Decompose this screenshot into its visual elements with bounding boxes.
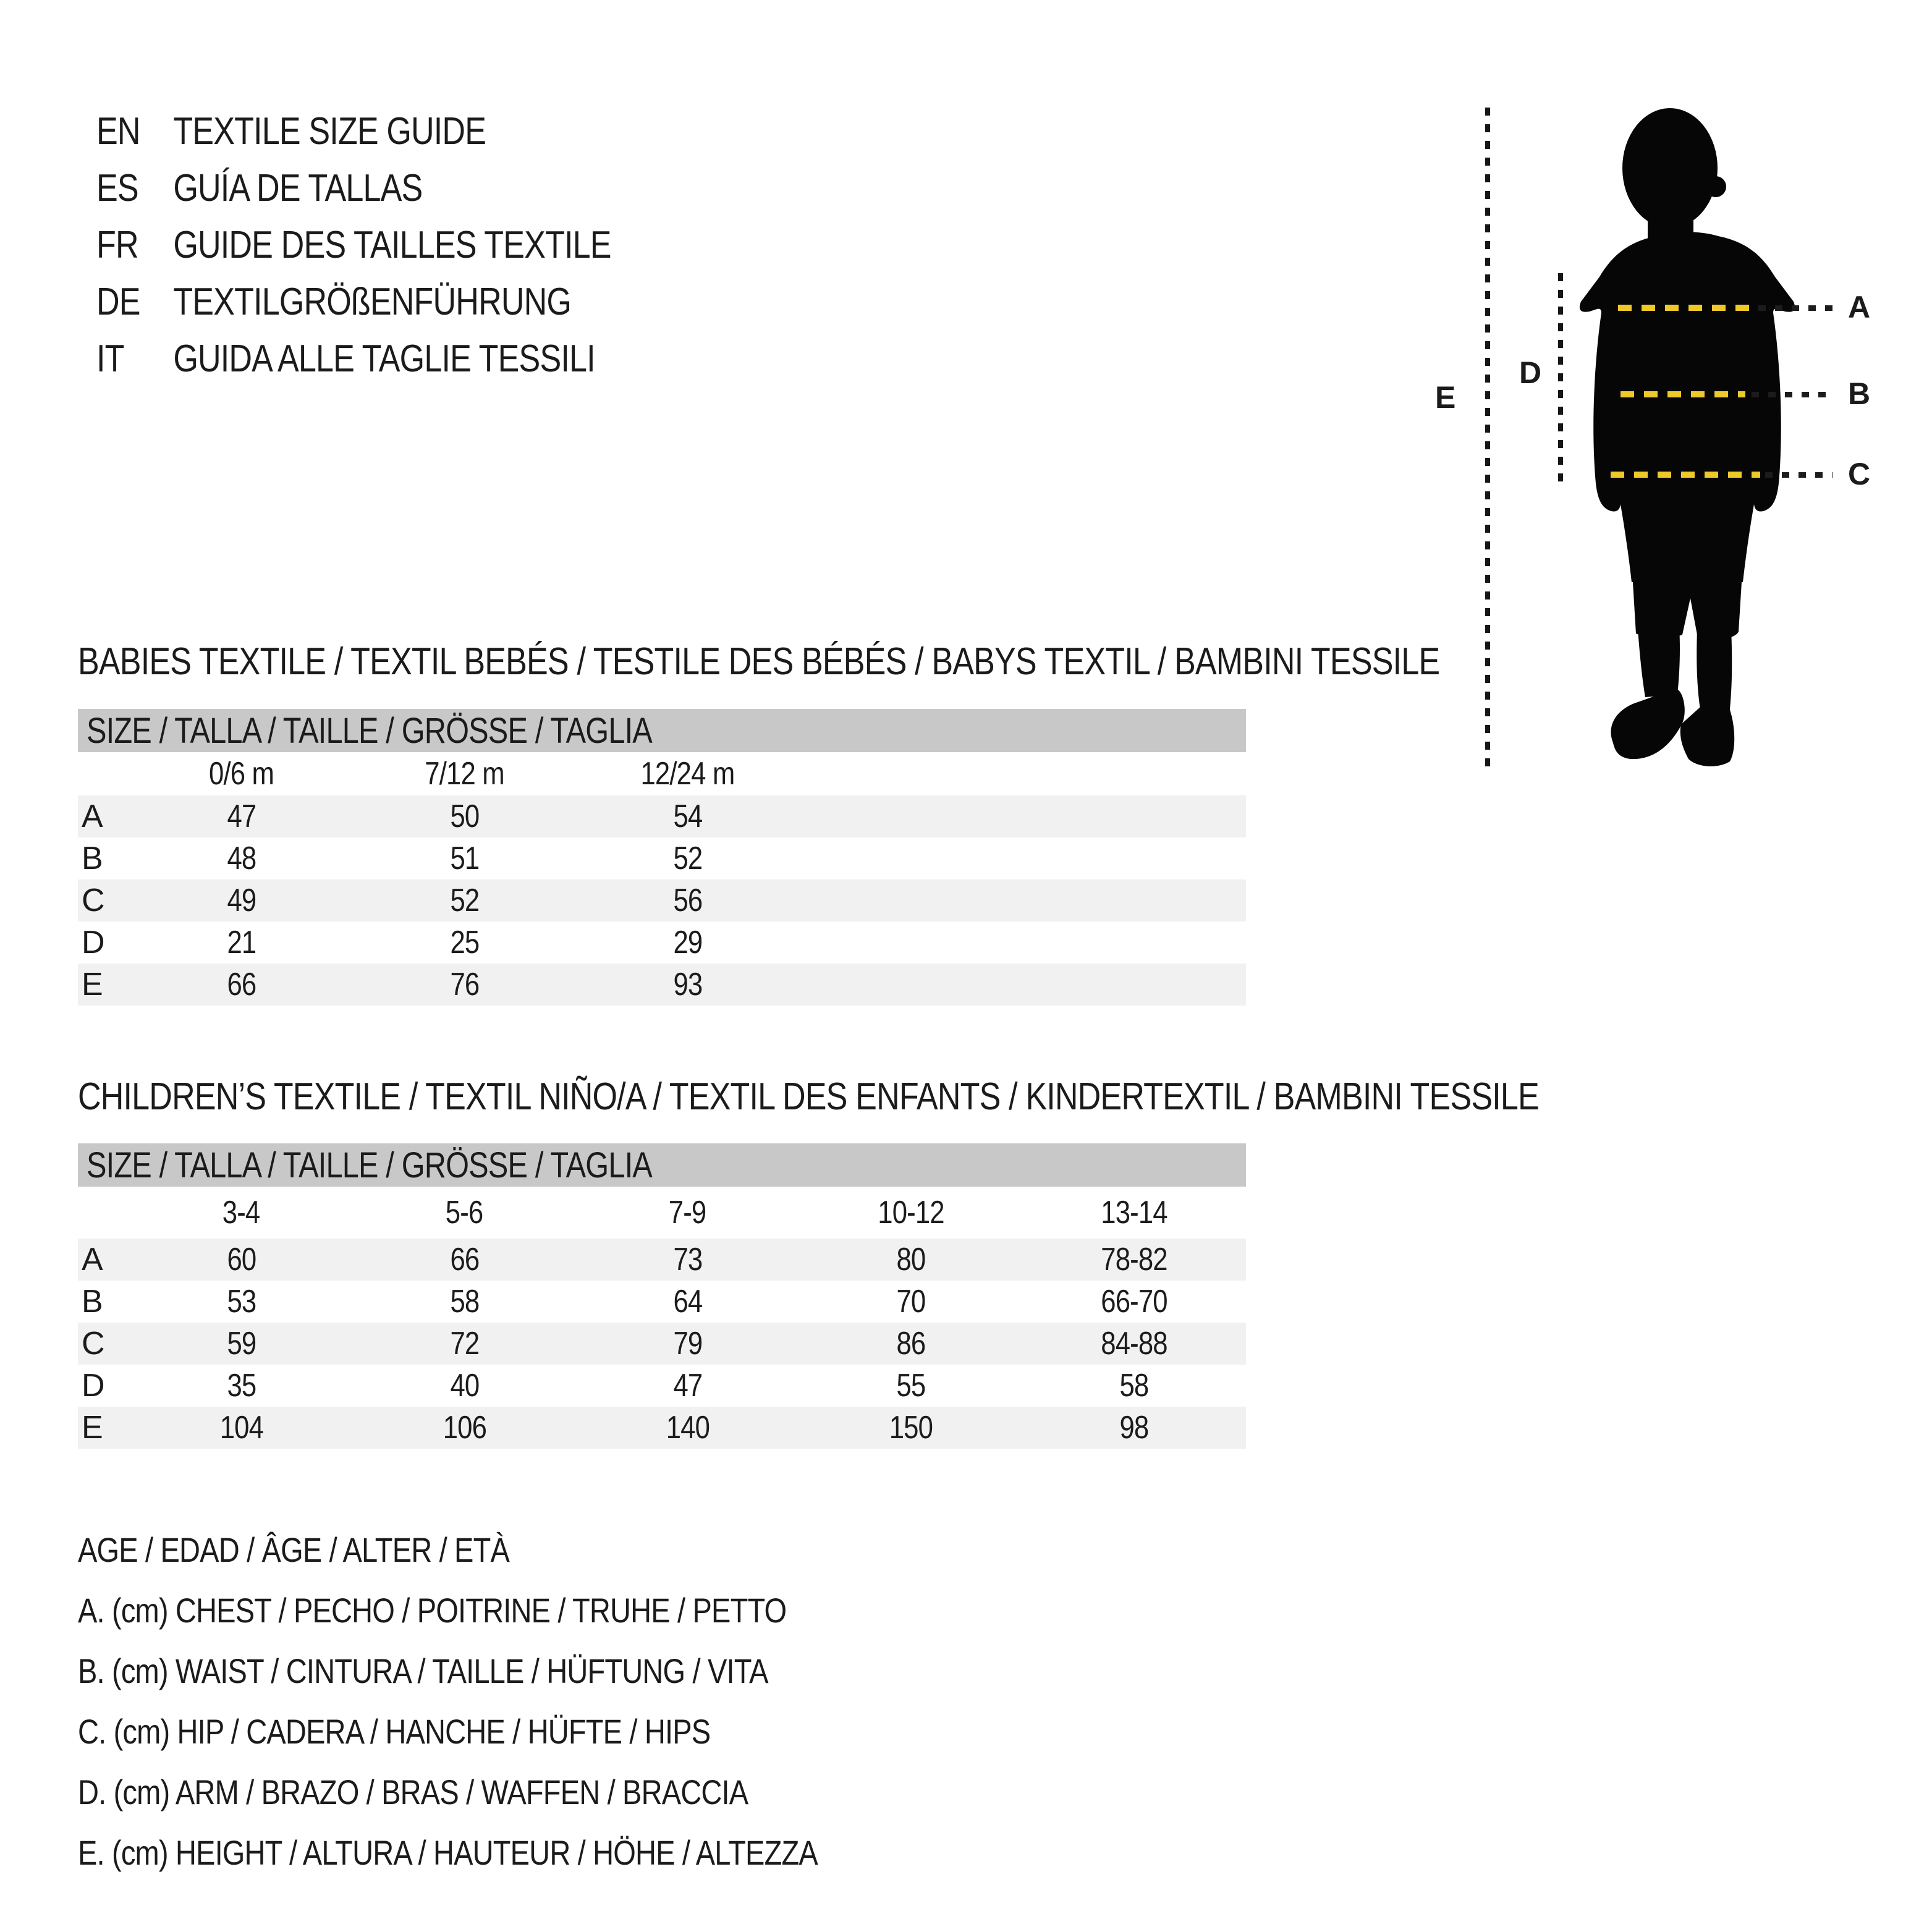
table-cell [130,1283,353,1320]
table-cell [576,840,799,877]
table-cell [576,882,799,919]
children-section-title [78,1075,1817,1119]
table-cell-text: 150 [889,1410,933,1446]
silhouette-right-shoe [1680,705,1734,766]
column-header-text: 13-14 [1100,1195,1167,1231]
language-code: IT [96,337,124,380]
measure-label-E: E [1435,380,1456,415]
table-cell-text: 56 [673,883,702,918]
column-header-text: 3-4 [222,1195,260,1231]
table-cell [1022,1241,1245,1278]
table-cell-text: 54 [673,799,702,834]
table-cell [1022,1325,1245,1362]
column-header [353,1194,576,1231]
column-header [576,1194,799,1231]
column-header [799,1194,1022,1231]
table-cell-text: 79 [673,1326,702,1362]
table-cell-text: 93 [673,967,702,1002]
column-header-text: 10-12 [877,1195,944,1231]
legend-line [78,1580,959,1640]
column-header-text: 0/6 m [208,756,274,792]
table-cell [353,1325,576,1362]
language-title: TEXTILE SIZE GUIDE [173,109,486,153]
table-row [78,1239,1246,1281]
language-title-list [96,103,709,387]
column-header-text: 5-6 [446,1195,483,1231]
language-code: FR [96,223,138,266]
table-cell [353,882,576,919]
row-label: B [82,1284,103,1320]
babies-section-title-text: BABIES TEXTILE / TEXTIL BEBÉS / TESTILE DES BÉBÉS / BABYS TEXTIL / BAMBINI TESSILE [78,640,1440,683]
table-row [78,1365,1246,1407]
babies-section-title [78,640,1699,684]
table-cell-text: 66-70 [1100,1284,1167,1320]
waist-guide-dots-B [1752,392,1832,397]
language-code: EN [96,109,140,153]
table-cell-text: 72 [450,1326,479,1362]
table-row [78,795,1246,837]
children-size-header-text: SIZE / TALLA / TAILLE / GRÖSSE / TAGLIA [87,1145,652,1185]
language-row [96,273,709,330]
language-row-text [96,280,571,324]
language-title: TEXTILGRÖßENFÜHRUNG [173,280,572,323]
table-cell [130,798,353,835]
legend-line-text: E. (cm) HEIGHT / ALTURA / HAUTEUR / HÖHE / ALTEZZA [78,1832,818,1872]
hip-guide-dots-C [1765,472,1832,478]
language-row-text [96,166,422,210]
table-cell-text: 64 [673,1284,702,1320]
table-cell [353,798,576,835]
language-title: GUIDE DES TAILLES TEXTILE [173,223,611,266]
language-row [96,330,709,387]
table-cell [1022,1409,1245,1446]
table-cell [353,1283,576,1320]
column-header-text: 7/12 m [425,756,504,792]
table-cell [576,924,799,961]
table-cell [799,1325,1022,1362]
children-size-header-bar [78,1143,1246,1187]
chest-measure-dash-A [1618,305,1753,311]
table-cell [799,1367,1022,1404]
table-cell [576,966,799,1003]
row-label: D [82,925,105,960]
table-cell [1022,1367,1245,1404]
table-cell [576,1409,799,1446]
table-cell-text: 66 [450,1242,479,1277]
legend-line-text: D. (cm) ARM / BRAZO / BRAS / WAFFEN / BRACCIA [78,1772,748,1811]
table-header-row [78,752,1246,795]
language-code: DE [96,280,140,323]
table-cell-text: 52 [450,883,479,918]
table-cell [130,1409,353,1446]
babies-size-header-bar [78,709,1246,752]
table-cell-text: 25 [450,925,479,960]
table-cell-text: 52 [673,841,702,876]
table-cell-text: 66 [227,967,256,1002]
column-header-text: 12/24 m [640,756,735,792]
hip-measure-dash-C [1611,472,1760,478]
table-cell [353,1367,576,1404]
babies-table [78,752,1246,1006]
legend-line-text: B. (cm) WAIST / CINTURA / TAILLE / HÜFTUNG / VITA [78,1651,768,1690]
table-cell-text: 35 [227,1368,256,1404]
table-cell-text: 106 [443,1410,486,1446]
column-header [353,755,576,792]
legend-line [78,1701,959,1761]
table-row [78,922,1246,964]
column-header [1022,1194,1245,1231]
table-cell [130,1325,353,1362]
silhouette-ear [1705,176,1726,197]
table-cell [353,840,576,877]
table-cell [353,1409,576,1446]
legend-list [78,1519,959,1883]
table-row [78,1407,1246,1449]
table-cell-text: 58 [450,1284,479,1320]
table-cell [576,1325,799,1362]
legend-line [78,1822,959,1883]
row-label: C [82,883,105,918]
table-cell [576,1283,799,1320]
table-cell-text: 59 [227,1326,256,1362]
children-table [78,1187,1246,1449]
table-cell-text: 86 [896,1326,925,1362]
row-label: A [82,799,103,834]
table-cell [353,1241,576,1278]
arm-measure-line-D [1558,273,1563,485]
language-row [96,159,709,216]
measure-label-B: B [1848,376,1871,411]
table-cell-text: 49 [227,883,256,918]
row-label: E [82,967,103,1002]
table-cell-text: 29 [673,925,702,960]
waist-measure-dash-B [1621,391,1745,397]
table-cell-text: 48 [227,841,256,876]
silhouette-shorts [1632,562,1743,639]
language-title: GUÍA DE TALLAS [173,166,423,210]
table-cell [1022,1283,1245,1320]
table-row [78,1281,1246,1323]
table-cell [130,882,353,919]
table-cell-text: 78-82 [1100,1242,1167,1277]
table-cell-text: 73 [673,1242,702,1277]
table-cell [130,966,353,1003]
column-header [130,755,353,792]
table-cell-text: 60 [227,1242,256,1277]
table-cell [353,924,576,961]
table-cell-text: 40 [450,1368,479,1404]
table-cell [130,1367,353,1404]
row-label: C [82,1326,105,1362]
table-cell-text: 140 [666,1410,710,1446]
table-cell-text: 47 [227,799,256,834]
language-row [96,103,709,159]
legend-line-text: C. (cm) HIP / CADERA / HANCHE / HÜFTE / HIPS [78,1711,711,1751]
table-cell-text: 47 [673,1368,702,1404]
children-section-title-text: CHILDREN’S TEXTILE / TEXTIL NIÑO/A / TEXTIL DES ENFANTS / KINDERTEXTIL / BAMBINI TESSILE [78,1075,1539,1118]
column-header [130,1194,353,1231]
chest-guide-dots-A [1758,305,1832,311]
silhouette-right-leg [1697,628,1732,717]
table-cell-text: 58 [1119,1368,1148,1404]
column-header-text: 7-9 [669,1195,706,1231]
language-row-text [96,223,611,267]
table-cell [130,924,353,961]
table-cell [130,1241,353,1278]
measurement-diagram [1421,99,1922,797]
table-cell-text: 104 [219,1410,263,1446]
table-row [78,1323,1246,1365]
table-cell [799,1409,1022,1446]
silhouette-left-shoe [1611,688,1684,759]
measure-label-A: A [1848,290,1871,324]
table-cell-text: 53 [227,1284,256,1320]
table-cell-text: 98 [1119,1410,1148,1446]
language-row [96,216,709,273]
row-label: A [82,1242,103,1277]
table-header-row [78,1187,1246,1239]
row-label: D [82,1368,105,1404]
table-cell [799,1283,1022,1320]
table-cell-text: 80 [896,1242,925,1277]
language-code: ES [96,166,138,210]
babies-size-header-text: SIZE / TALLA / TAILLE / GRÖSSE / TAGLIA [87,710,652,751]
table-row [78,837,1246,879]
table-cell-text: 51 [450,841,479,876]
table-row [78,879,1246,922]
column-header [576,755,799,792]
legend-line-text: AGE / EDAD / ÂGE / ALTER / ETÀ [78,1530,510,1569]
table-cell [353,966,576,1003]
measure-label-D: D [1519,355,1542,390]
table-cell [576,798,799,835]
measure-label-C: C [1848,457,1871,491]
row-label: B [82,841,103,876]
table-cell-text: 84-88 [1100,1326,1167,1362]
table-cell [799,1241,1022,1278]
legend-line [78,1640,959,1701]
language-row-text [96,337,595,381]
silhouette-torso [1580,232,1795,582]
legend-line-text: A. (cm) CHEST / PECHO / POITRINE / TRUHE / PETTO [78,1590,787,1630]
table-cell-text: 50 [450,799,479,834]
legend-line [78,1761,959,1822]
table-cell-text: 70 [896,1284,925,1320]
table-row [78,964,1246,1006]
table-cell [130,840,353,877]
table-cell-text: 76 [450,967,479,1002]
legend-line [78,1519,959,1580]
row-label: E [82,1410,103,1446]
language-title: GUIDA ALLE TAGLIE TESSILI [173,337,595,380]
table-cell-text: 55 [896,1368,925,1404]
table-cell [576,1367,799,1404]
table-cell [576,1241,799,1278]
language-row-text [96,109,486,153]
table-cell-text: 21 [227,925,256,960]
